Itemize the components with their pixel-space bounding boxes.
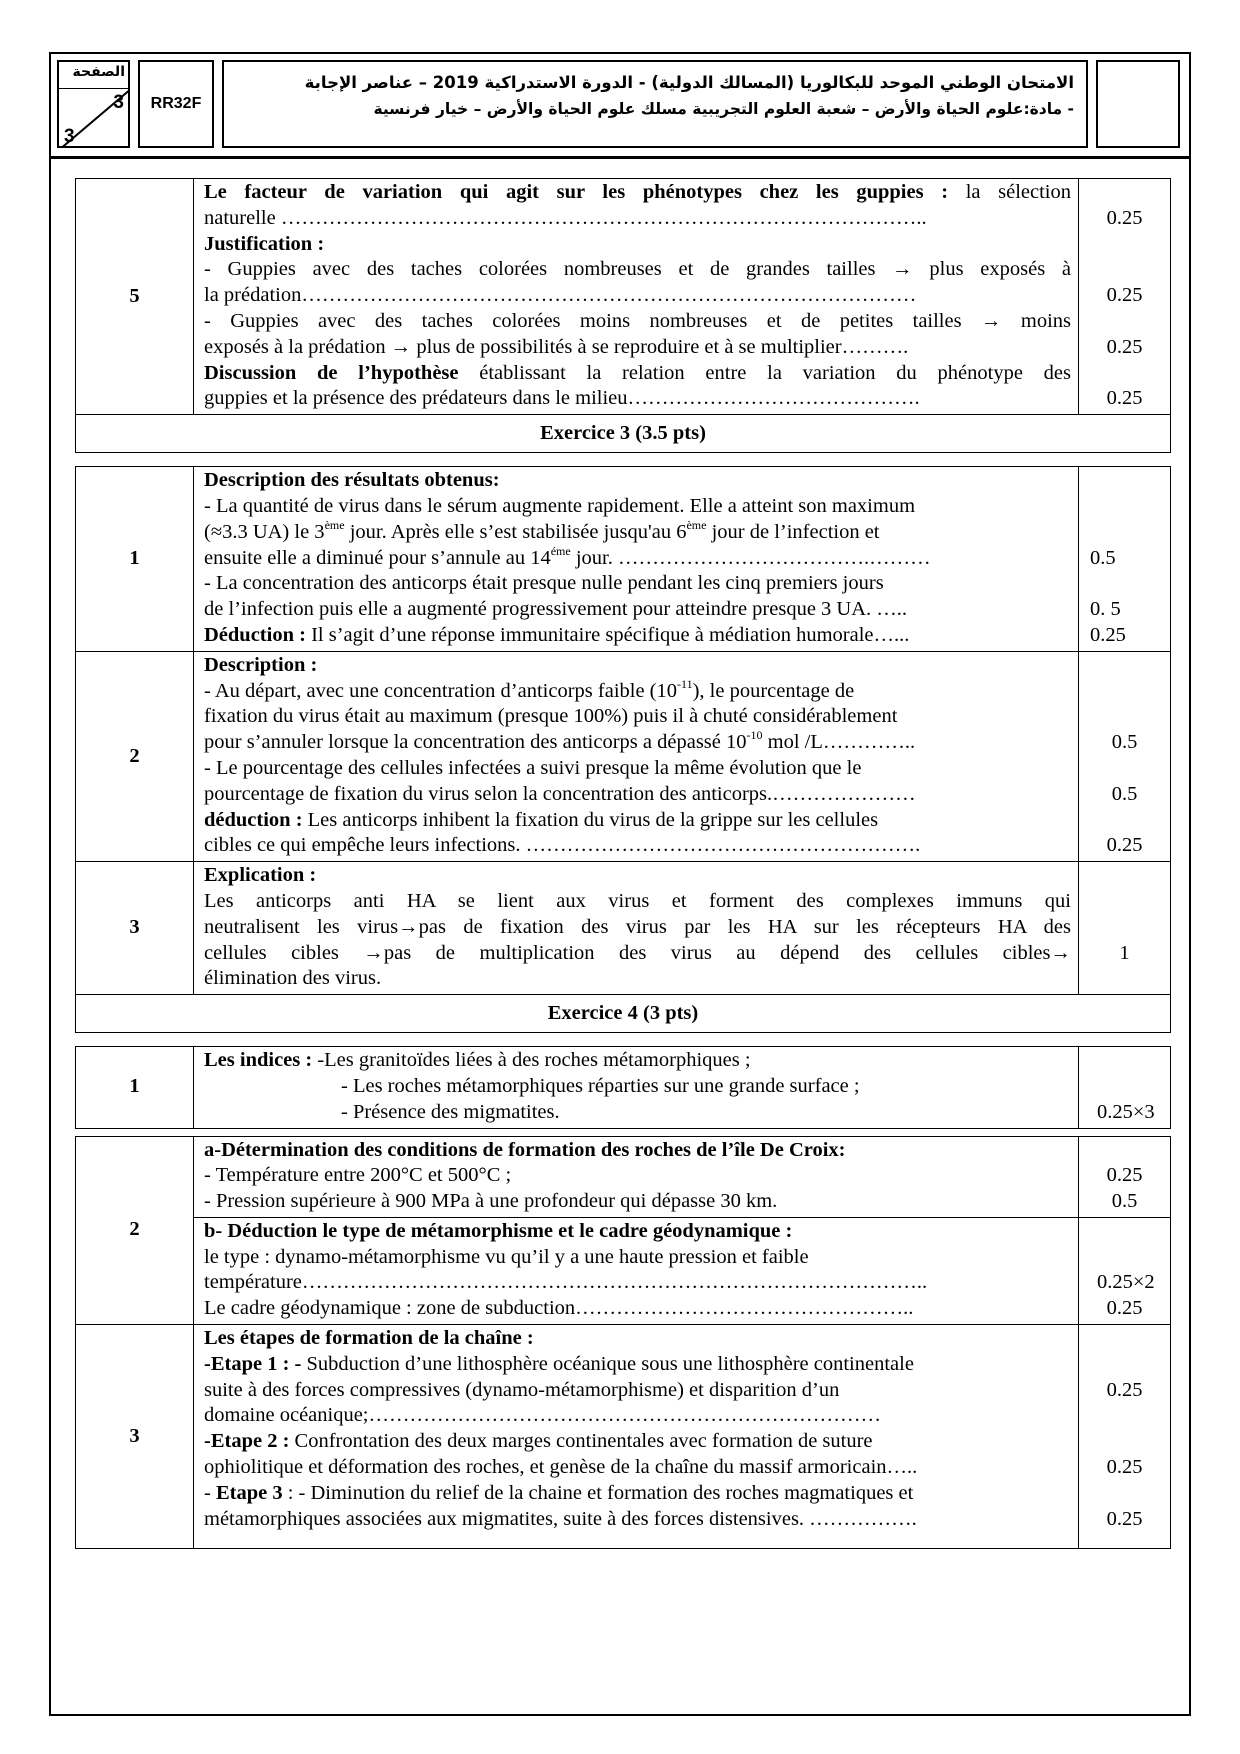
score-cell: 0.25 0.25 0.25 0.25	[1079, 179, 1171, 415]
page-frame	[49, 52, 1191, 1716]
page-number-box	[57, 60, 130, 148]
question-number: 1	[76, 1047, 194, 1128]
answer-content: Les étapes de formation de la chaîne : -Etape 1 : - Subduction d’une lithosphère océanique sous une lithosphère continentale suite à des forces compressives (dynamo-métamorphisme) et disparition d’un domaine océanique;………………………………………………………………… -Etape 2 : Confrontation des deux marges continentales avec formation de suture ophiolitique et déformation des roches, et genèse de la chaîne du massif armoricain….. - Etape 3 : - Diminution du relief de la chaine et formation des roches magmatiques et métamorphiques associées aux migmatites, suite à des forces distensives. …………….	[194, 1325, 1079, 1549]
page-label: الصفحة	[72, 64, 125, 80]
answer-content: Description des résultats obtenus: - La quantité de virus dans le sérum augmente rapidement. Elle a atteint son maximum (≈3.3 UA) le 3ème jour. Après elle s’est stabilisée jusqu'au 6ème jour de l’infection et ensuite elle a diminué pour s’annule au $14^{éme}$ jour. ……………………………….……… - La concentration des anticorps était presque nulle pendant les cinq premiers jours de l’infection puis elle a augmenté progressivement pour atteindre presque 3 UA. ….. Déduction : Il s’agit d’une réponse immunitaire spécifique à médiation humorale…...	[194, 467, 1079, 652]
score-cell: 0.5 0. 5 0.25	[1079, 467, 1171, 652]
score-cell: 0.25×3	[1079, 1047, 1171, 1128]
answer-content: Les indices : -Les granitoïdes liées à des roches métamorphiques ; - Les roches métamorphiques réparties sur une grande surface ; - Présence des migmatites.	[194, 1047, 1079, 1128]
score-cell: 1	[1079, 862, 1171, 995]
page-total: 3	[64, 126, 75, 147]
exam-header	[51, 54, 1189, 159]
answer-table	[75, 178, 1171, 1549]
question-number: 1	[76, 467, 194, 652]
title-line-2: - مادة:علوم الحياة والأرض – شعبة العلوم التجريبية مسلك علوم الحياة والأرض – خيار فرنسية	[373, 100, 1074, 118]
page-current: 3	[113, 92, 124, 113]
exam-title	[222, 60, 1088, 148]
table-row	[76, 1047, 1171, 1128]
title-line-1: الامتحان الوطني الموحد للبكالوريا (المسالك الدولية) - الدورة الاستدراكية 2019 – عناصر الإجابة	[304, 73, 1074, 92]
question-number: 2	[76, 1136, 194, 1325]
answer-content: Explication : Les anticorps anti HA se lient aux virus et forment des complexes immuns qui neutralisent les virus→pas de fixation des virus par les HA sur les récepteurs HA des cellules cibles →pas de multiplication des virus au dépend des cellules cibles→ élimination des virus.	[194, 862, 1079, 995]
table-row	[76, 1136, 1171, 1217]
answer-content: Description : - Au départ, avec une concentration d’anticorps faible $(10^{-11})$, le pourcentage de fixation du virus était au maximum (presque 100%) puis il à chuté considérablement pour s’annuler lorsque la concentration des anticorps a dépassé $10^{-10}$ mol /L………….. - Le pourcentage des cellules infectées a suivi presque la même évolution que le pourcentage de fixation du virus selon la concentration des anticorps.………………… déduction : Les anticorps inhibent la fixation du virus de la grippe sur les cellules cibles ce qui empêche leurs infections. ………………………………………………….	[194, 651, 1079, 861]
exercise-4-heading: Exercice 4 (3 pts)	[76, 995, 1171, 1033]
answer-content: Le facteur de variation qui agit sur les phénotypes chez les guppies : la sélection naturelle ………………………………………………………………………………….. Justification : - Guppies avec des taches colorées nombreuses et de grandes tailles → plus exposés à la prédation……………………………………………………………………………… - Guppies avec des taches colorées moins nombreuses et de petites tailles → moins exposés à la prédation → plus de possibilités à se reproduire et à se multiplier………. Discussion de l’hypothèse établissant la relation entre la variation du phénotype des guppies et la présence des prédateurs dans le milieu…………………………………….	[194, 179, 1079, 415]
table-row	[76, 651, 1171, 861]
answer-content: b- Déduction le type de métamorphisme et le cadre géodynamique : le type : dynamo-métamorphisme vu qu’il y a une haute pression et faible température……………………………………………………………………………….. Le cadre géodynamique : zone de subduction…………………………………………..	[194, 1217, 1079, 1324]
blank-box	[1096, 60, 1180, 148]
score-cell: 0.25 0.25 0.25	[1079, 1325, 1171, 1549]
table-row	[76, 1325, 1171, 1549]
table-row	[76, 179, 1171, 415]
table-row	[76, 467, 1171, 652]
question-number: 3	[76, 1325, 194, 1549]
table-row	[76, 862, 1171, 995]
question-number: 3	[76, 862, 194, 995]
question-number: 2	[76, 651, 194, 861]
exercise-3-heading: Exercice 3 (3.5 pts)	[76, 415, 1171, 453]
score-cell: 0.5 0.5 0.25	[1079, 651, 1171, 861]
exam-code: RR32F	[138, 60, 214, 148]
score-cell: 0.25 0.5	[1079, 1136, 1171, 1217]
table-row	[76, 1217, 1171, 1324]
score-cell: 0.25×2 0.25	[1079, 1217, 1171, 1324]
question-number: 5	[76, 179, 194, 415]
answer-content: a-Détermination des conditions de formation des roches de l’île De Croix: - Température entre 200°C et 500°C ; - Pression supérieure à 900 MPa à une profondeur qui dépasse 30 km.	[194, 1136, 1079, 1217]
